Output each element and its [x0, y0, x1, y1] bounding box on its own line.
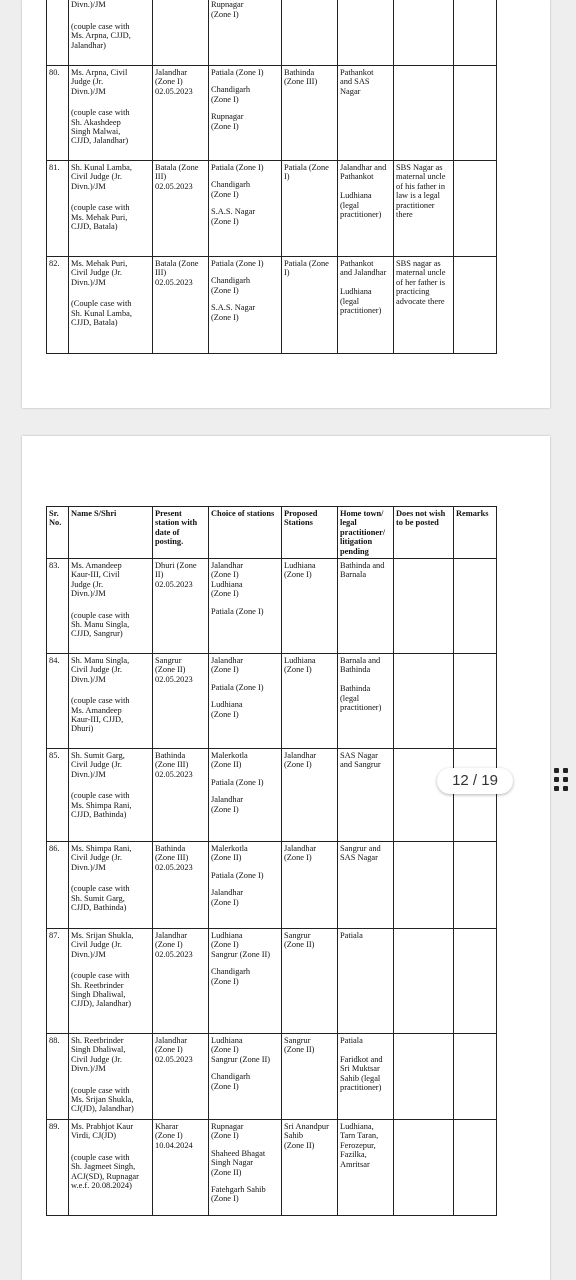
- sr-text: 81.: [49, 163, 60, 172]
- name-cell: [69, 161, 153, 257]
- remarks-cell: [454, 749, 497, 842]
- proposed-station-cell: [282, 1120, 338, 1216]
- sr-no-cell: [47, 161, 69, 257]
- choice-cell: [209, 929, 282, 1034]
- sr-no-cell: [47, 654, 69, 749]
- name-cell: [69, 1120, 153, 1216]
- name-line: Ms. Arpna, Civil Judge (Jr. Divn.)/JM: [71, 68, 128, 96]
- proposed-station-cell: [282, 559, 338, 654]
- present-station-cell: [153, 1120, 209, 1216]
- name-cell: [69, 559, 153, 654]
- table-row: [47, 749, 497, 842]
- table-row: [47, 1034, 497, 1120]
- choice-cell: [209, 1034, 282, 1120]
- table-row: [47, 0, 497, 66]
- sr-no-cell: [47, 257, 69, 354]
- name-cell: [69, 1034, 153, 1120]
- choice-line: Chandigarh (Zone I): [211, 276, 251, 295]
- proposed-text: Bathinda (Zone III): [284, 68, 318, 87]
- proposed-station-cell: [282, 654, 338, 749]
- proposed-text: Sangrur (Zone II): [284, 1036, 315, 1055]
- header-does-not-wish: Does not wish to be posted: [394, 507, 454, 559]
- not-wish-cell: [394, 842, 454, 929]
- home-town-cell: [338, 654, 394, 749]
- home-text: Pathankot and Jalandhar Ludhiana (legal practitioner): [340, 259, 387, 316]
- home-town-cell: [338, 559, 394, 654]
- choice-line: Shaheed Bhagat Singh Nagar (Zone II): [211, 1148, 266, 1177]
- sr-text: 80.: [49, 68, 60, 77]
- not-wish-cell: [394, 257, 454, 354]
- header-name: Name S/Shri: [69, 507, 153, 559]
- proposed-station-cell: [282, 257, 338, 354]
- document-page-12: [22, 436, 550, 1280]
- not-wish-cell: [394, 1120, 454, 1216]
- name-line: (couple case with Sh. Akashdeep Singh Malwai, CJJD, Jalandhar): [71, 108, 130, 146]
- remarks-cell: [454, 1034, 497, 1120]
- proposed-text: Jalandhar (Zone I): [284, 751, 317, 770]
- sr-no-cell: [47, 1034, 69, 1120]
- home-town-cell: [338, 929, 394, 1034]
- present-text: Sangrur (Zone II) 02.05.2023: [155, 656, 193, 684]
- choice-line: Rupnagar (Zone I): [211, 1122, 244, 1141]
- proposed-text: Sangrur (Zone II): [284, 931, 315, 950]
- choice-line: Patiala (Zone I): [211, 682, 264, 692]
- choice-line: Patiala (Zone I): [211, 606, 264, 616]
- name-line: (couple case with Ms. Amandeep Kaur-III, CJJD, Dhuri): [71, 696, 130, 734]
- present-text: Jalandhar (Zone I) 02.05.2023: [155, 931, 193, 959]
- choice-cell: [209, 1120, 282, 1216]
- sr-no-cell: [47, 0, 69, 66]
- name-line: (couple case with Sh. Reetbrinder Singh Dhaliwal, CJJD), Jalandhar): [71, 971, 132, 1009]
- choice-line: Ludhiana (Zone I) Sangrur (Zone II): [211, 931, 271, 959]
- name-line: Divn.)/JM: [71, 0, 106, 10]
- sr-text: 82.: [49, 259, 60, 268]
- remarks-cell: [454, 929, 497, 1034]
- name-cell: [69, 749, 153, 842]
- sr-no-cell: [47, 1120, 69, 1216]
- sr-text: 85.: [49, 751, 60, 761]
- name-cell: [69, 929, 153, 1034]
- home-text: SAS Nagar and Sangrur: [340, 751, 381, 770]
- document-page-11: [22, 0, 550, 408]
- proposed-station-cell: [282, 1034, 338, 1120]
- choice-line: Malerkotla (Zone II): [211, 751, 248, 770]
- name-line: (couple case with Sh. Sumit Garg, CJJD, Bathinda): [71, 884, 130, 913]
- choice-line: Malerkotla (Zone II): [211, 844, 248, 863]
- remarks-cell: [454, 66, 497, 161]
- transfer-table-continued: [46, 0, 497, 354]
- present-text: Jalandhar (Zone I) 02.05.2023: [155, 1036, 193, 1064]
- table-row: [47, 66, 497, 161]
- sr-no-cell: [47, 66, 69, 161]
- sr-no-cell: [47, 929, 69, 1034]
- proposed-text: Patiala (Zone I): [284, 259, 329, 278]
- header-home-town: Home town/ legal practitioner/ litigation pending: [338, 507, 394, 559]
- table-row: [47, 257, 497, 354]
- home-town-cell: [338, 842, 394, 929]
- choice-line: Rupnagar (Zone I): [211, 0, 244, 19]
- proposed-station-cell: [282, 929, 338, 1034]
- name-line: (couple case with Sh. Manu Singla, CJJD, Sangrur): [71, 610, 130, 639]
- choice-cell: [209, 161, 282, 257]
- proposed-station-cell: [282, 842, 338, 929]
- remarks-cell: [454, 1120, 497, 1216]
- header-remarks: Remarks: [454, 507, 497, 559]
- proposed-station-cell: [282, 161, 338, 257]
- notwish-text: SBS nagar as maternal uncle of her father is practicing advocate there: [396, 259, 446, 306]
- home-text: Patiala: [340, 931, 363, 941]
- sr-text: 84.: [49, 656, 60, 666]
- choice-line: Ludhiana (Zone I): [211, 700, 243, 719]
- table-row: [47, 929, 497, 1034]
- not-wish-cell: [394, 1034, 454, 1120]
- present-text: Dhuri (Zone II) 02.05.2023: [155, 561, 197, 589]
- home-text: Barnala and Bathinda Bathinda (legal practitioner): [340, 656, 382, 713]
- name-cell: [69, 0, 153, 66]
- header-present-station: Present station with date of posting.: [153, 507, 209, 559]
- present-text: Batala (Zone III) 02.05.2023: [155, 259, 199, 287]
- present-text: Batala (Zone III) 02.05.2023: [155, 163, 199, 191]
- transfer-table: [46, 506, 497, 1216]
- name-line: Sh. Manu Singla, Civil Judge (Jr. Divn.)/JM: [71, 656, 130, 684]
- present-station-cell: [153, 654, 209, 749]
- present-station-cell: [153, 749, 209, 842]
- name-line: (couple case with Sh. Jagmeet Singh, ACJ(SD), Rupnagar w.e.f. 20.08.2024): [71, 1152, 139, 1191]
- choice-line: Chandigarh (Zone I): [211, 1072, 251, 1091]
- name-cell: [69, 66, 153, 161]
- table-row: [47, 559, 497, 654]
- sr-text: 88.: [49, 1036, 60, 1046]
- table-row: [47, 1120, 497, 1216]
- name-line: Ms. Prabhjot Kaur Virdi, CJ(JD): [71, 1122, 134, 1141]
- choice-line: Chandigarh (Zone I): [211, 180, 251, 199]
- choice-line: Patiala (Zone I): [211, 68, 264, 77]
- name-line: Sh. Sumit Garg, Civil Judge (Jr. Divn.)/JM: [71, 751, 125, 779]
- choice-line: Patiala (Zone I): [211, 777, 264, 787]
- not-wish-cell: [394, 0, 454, 66]
- not-wish-cell: [394, 654, 454, 749]
- choice-line: Jalandhar (Zone I): [211, 888, 244, 907]
- home-text: Pathankot and SAS Nagar: [340, 68, 374, 96]
- choice-cell: [209, 66, 282, 161]
- present-text: Bathinda (Zone III) 02.05.2023: [155, 844, 193, 872]
- choice-cell: [209, 559, 282, 654]
- remarks-cell: [454, 842, 497, 929]
- name-line: Ms. Shimpa Rani, Civil Judge (Jr. Divn.)/JM: [71, 844, 132, 872]
- name-line: Ms. Srijan Shukla, Civil Judge (Jr. Divn.)/JM: [71, 931, 134, 959]
- sr-text: 83.: [49, 561, 60, 571]
- header-choice-of-stations: Choice of stations: [209, 507, 282, 559]
- name-cell: [69, 257, 153, 354]
- choice-line: Jalandhar (Zone I): [211, 795, 244, 814]
- present-station-cell: [153, 929, 209, 1034]
- present-station-cell: [153, 559, 209, 654]
- choice-line: Patiala (Zone I): [211, 163, 264, 172]
- name-cell: [69, 654, 153, 749]
- proposed-text: Ludhiana (Zone I): [284, 656, 316, 675]
- present-station-cell: [153, 66, 209, 161]
- table-row: [47, 842, 497, 929]
- table-row: [47, 654, 497, 749]
- not-wish-cell: [394, 161, 454, 257]
- page-counter[interactable]: 12 / 19: [437, 768, 513, 794]
- table-row: [47, 161, 497, 257]
- remarks-cell: [454, 654, 497, 749]
- not-wish-cell: [394, 66, 454, 161]
- choice-line: Ludhiana (Zone I) Sangrur (Zone II): [211, 1036, 271, 1064]
- present-text: Kharar (Zone I) 10.04.2024: [155, 1122, 193, 1150]
- sr-no-cell: [47, 749, 69, 842]
- present-station-cell: [153, 161, 209, 257]
- home-text: Sangrur and SAS Nagar: [340, 844, 381, 863]
- name-line: Ms. Mehak Puri, Civil Judge (Jr. Divn.)/JM: [71, 259, 128, 287]
- name-line: (couple case with Ms. Mehak Puri, CJJD, Batala): [71, 203, 130, 232]
- proposed-station-cell: [282, 66, 338, 161]
- choice-cell: [209, 257, 282, 354]
- home-text: Patiala Faridkot and Sri Muktsar Sahib (legal practitioner): [340, 1036, 383, 1093]
- choice-line: Chandigarh (Zone I): [211, 967, 251, 986]
- proposed-text: Sri Anandpur Sahib (Zone II): [284, 1122, 329, 1150]
- present-text: Bathinda (Zone III) 02.05.2023: [155, 751, 193, 779]
- proposed-text: Patiala (Zone I): [284, 163, 329, 182]
- choice-cell: [209, 654, 282, 749]
- home-town-cell: [338, 257, 394, 354]
- sr-text: 89.: [49, 1122, 60, 1132]
- home-town-cell: [338, 1120, 394, 1216]
- present-station-cell: [153, 0, 209, 66]
- choice-line: Jalandhar (Zone I): [211, 656, 244, 675]
- proposed-text: Jalandhar (Zone I): [284, 844, 317, 863]
- choice-line: S.A.S. Nagar (Zone I): [211, 207, 256, 226]
- home-town-cell: [338, 0, 394, 66]
- sr-text: 86.: [49, 844, 60, 854]
- name-line: (Couple case with Sh. Kunal Lamba, CJJD, Batala): [71, 299, 132, 328]
- more-vert-icon[interactable]: [554, 768, 572, 794]
- choice-line: Patiala (Zone I): [211, 259, 264, 268]
- name-line: (couple case with Ms. Srijan Shukla, CJ(JD), Jalandhar): [71, 1085, 134, 1114]
- name-line: (couple case with Ms. Shimpa Rani, CJJD, Bathinda): [71, 791, 132, 820]
- choice-cell: [209, 749, 282, 842]
- name-cell: [69, 842, 153, 929]
- choice-line: Chandigarh (Zone I): [211, 85, 251, 104]
- name-line: Sh. Reetbrinder Singh Dhaliwal, Civil Judge (Jr. Divn.)/JM: [71, 1036, 126, 1074]
- home-town-cell: [338, 749, 394, 842]
- home-text: Jalandhar and Pathankot Ludhiana (legal practitioner): [340, 163, 387, 220]
- not-wish-cell: [394, 559, 454, 654]
- sr-no-cell: [47, 842, 69, 929]
- not-wish-cell: [394, 749, 454, 842]
- present-station-cell: [153, 1034, 209, 1120]
- remarks-cell: [454, 161, 497, 257]
- home-text: Bathinda and Barnala: [340, 561, 385, 580]
- choice-line: Jalandhar (Zone I) Ludhiana (Zone I): [211, 561, 244, 599]
- notwish-text: SBS Nagar as maternal uncle of his father in law is a legal practitioner there: [396, 163, 446, 220]
- sr-text: 87.: [49, 931, 60, 941]
- home-town-cell: [338, 66, 394, 161]
- present-station-cell: [153, 842, 209, 929]
- proposed-station-cell: [282, 749, 338, 842]
- choice-line: S.A.S. Nagar (Zone I): [211, 303, 256, 322]
- header-sr-no: Sr. No.: [47, 507, 69, 559]
- choice-line: Fatehgarh Sahib (Zone I): [211, 1185, 266, 1204]
- not-wish-cell: [394, 929, 454, 1034]
- name-line: Ms. Amandeep Kaur-III, Civil Judge (Jr. Divn.)/JM: [71, 561, 122, 599]
- header-proposed-stations: Proposed Stations: [282, 507, 338, 559]
- choice-cell: [209, 842, 282, 929]
- proposed-text: Ludhiana (Zone I): [284, 561, 316, 580]
- remarks-cell: [454, 257, 497, 354]
- present-station-cell: [153, 257, 209, 354]
- remarks-cell: [454, 0, 497, 66]
- table-header-row: [47, 507, 497, 559]
- name-line: Sh. Kunal Lamba, Civil Judge (Jr. Divn.)/JM: [71, 163, 132, 191]
- home-town-cell: [338, 161, 394, 257]
- home-town-cell: [338, 1034, 394, 1120]
- choice-line: Rupnagar (Zone I): [211, 112, 244, 131]
- remarks-cell: [454, 559, 497, 654]
- choice-line: Patiala (Zone I): [211, 870, 264, 880]
- choice-cell: [209, 0, 282, 66]
- present-text: Jalandhar (Zone I) 02.05.2023: [155, 68, 193, 96]
- home-text: Ludhiana, Tarn Taran, Ferozepur, Fazilka, Amritsar: [340, 1122, 379, 1169]
- name-line: (couple case with Ms. Arpna, CJJD, Jalandhar): [71, 21, 131, 50]
- proposed-station-cell: [282, 0, 338, 66]
- sr-no-cell: [47, 559, 69, 654]
